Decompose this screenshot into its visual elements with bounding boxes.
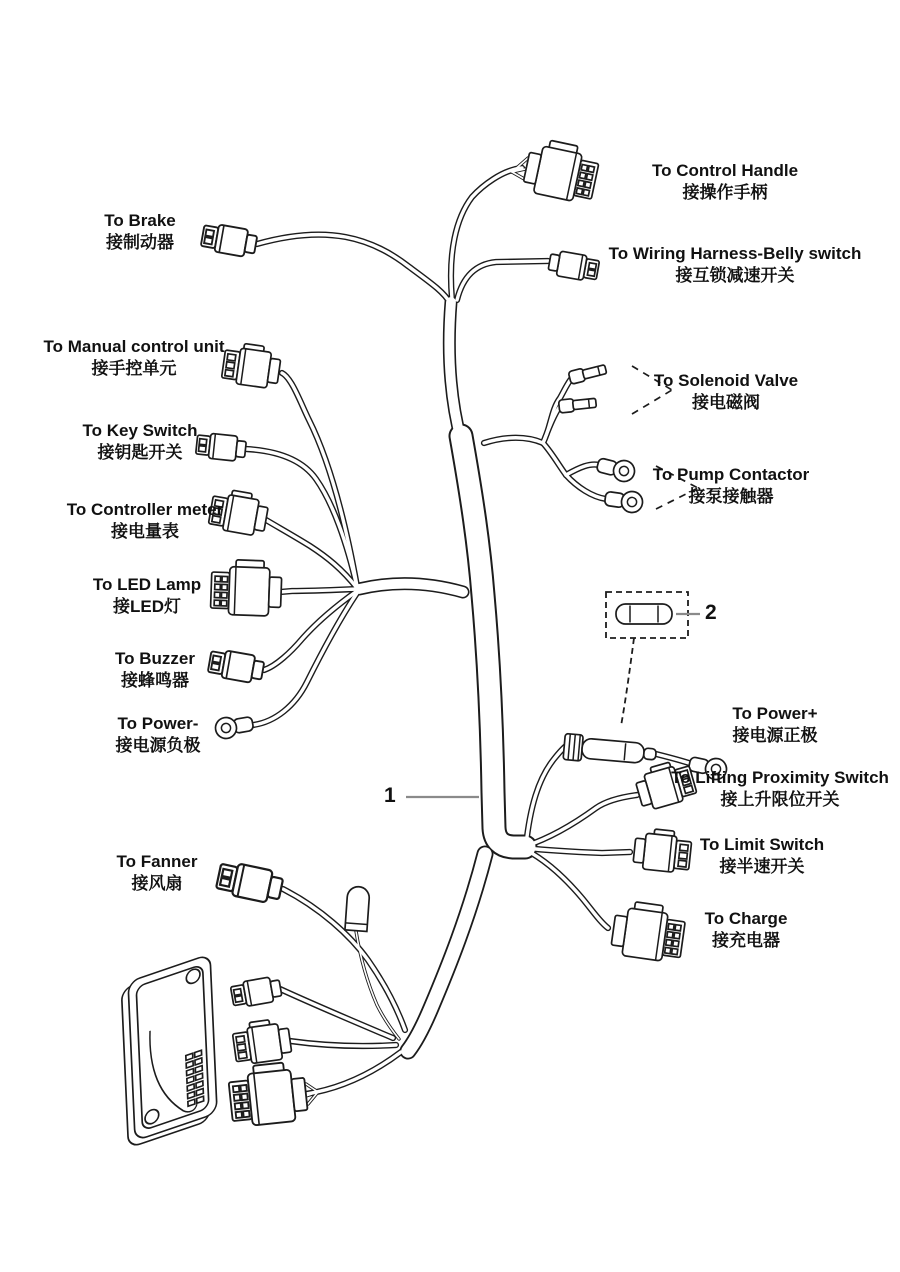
label-manual-control-zh: 接手控单元 xyxy=(91,359,177,379)
controller-unit-icon xyxy=(121,954,217,1148)
label-power-minus xyxy=(116,713,201,758)
power-minus-ring-terminal-icon xyxy=(214,713,255,740)
label-controller-meter-zh: 接电量表 xyxy=(110,522,179,542)
label-key-switch-zh: 接钥匙开关 xyxy=(97,443,183,463)
key-switch-connector-icon xyxy=(195,432,246,462)
controller-small-connector-icon xyxy=(230,975,283,1008)
label-pump-contactor-en: To Pump Contactor xyxy=(652,465,810,484)
label-belly-switch xyxy=(609,243,862,288)
wire-pump-lower xyxy=(566,475,606,499)
label-power-minus-zh: 接电源负极 xyxy=(115,736,201,756)
wire-belly-switch xyxy=(457,261,548,300)
label-charge xyxy=(705,908,788,953)
label-controller-meter xyxy=(67,499,223,544)
label-fanner-zh: 接风扇 xyxy=(131,874,183,894)
callout-2: 2 xyxy=(705,601,717,624)
label-buzzer-en: To Buzzer xyxy=(115,649,195,668)
wire-bottom-large xyxy=(306,1052,401,1094)
wire-brake xyxy=(257,235,450,303)
label-power-plus-en: To Power+ xyxy=(732,704,818,723)
label-pump-contactor xyxy=(653,464,809,509)
pump-ring-terminal-2-icon xyxy=(604,488,644,514)
label-belly-switch-en: To Wiring Harness-Belly switch xyxy=(608,244,862,263)
label-charge-zh: 接充电器 xyxy=(712,931,780,951)
label-belly-switch-zh: 接互锁减速开关 xyxy=(675,266,795,286)
label-control-handle xyxy=(652,160,798,205)
harness-wires xyxy=(246,158,692,1104)
controller-medium-connector-icon xyxy=(231,1017,292,1065)
harness-parts xyxy=(121,137,728,1148)
pump-ring-terminal-1-icon xyxy=(595,454,636,483)
label-pump-contactor-zh: 接泵接触器 xyxy=(688,487,774,507)
fuse-icon xyxy=(616,604,672,624)
label-power-plus-zh: 接电源正极 xyxy=(732,726,818,746)
label-led-lamp-en: To LED Lamp xyxy=(92,575,202,594)
label-solenoid-valve-zh: 接电磁阀 xyxy=(692,393,760,413)
controller-large-connector-icon xyxy=(227,1061,308,1128)
manual-control-connector-icon xyxy=(221,341,282,389)
label-charge-en: To Charge xyxy=(704,909,788,928)
charge-connector-icon xyxy=(610,899,687,963)
wire-control-handle xyxy=(451,168,522,299)
label-limit-switch xyxy=(700,834,824,879)
solenoid-spade-terminal-2-icon xyxy=(558,396,596,413)
label-led-lamp-zh: 接LED灯 xyxy=(112,597,181,617)
label-brake-zh: 接制动器 xyxy=(106,233,174,253)
belly-switch-connector-icon xyxy=(547,249,600,282)
buzzer-connector-icon xyxy=(207,648,265,684)
solenoid-spade-terminal-1-icon xyxy=(568,363,607,385)
fanner-connector-icon xyxy=(215,860,284,905)
label-fanner-en: To Fanner xyxy=(116,852,198,871)
label-lifting-proximity xyxy=(671,767,889,812)
label-fanner xyxy=(117,851,198,896)
bullet-cap-icon xyxy=(345,886,370,931)
label-manual-control-en: To Manual control unit xyxy=(43,337,225,356)
label-control-handle-zh: 接操作手柄 xyxy=(682,183,768,203)
control-handle-connector-icon xyxy=(522,137,602,205)
led-lamp-connector-icon xyxy=(210,559,282,616)
limit-switch-connector-icon xyxy=(633,827,693,874)
label-power-minus-en: To Power- xyxy=(117,714,199,733)
label-controller-meter-en: To Controller meter xyxy=(66,500,224,519)
label-key-switch xyxy=(83,420,198,465)
annotation-dashes xyxy=(606,366,698,726)
label-brake xyxy=(104,210,176,255)
label-buzzer xyxy=(115,648,195,693)
label-lifting-proximity-zh: 接上升限位开关 xyxy=(720,790,840,810)
fuse-leader-line xyxy=(621,638,634,726)
fuse-holder-icon xyxy=(563,734,657,768)
label-limit-switch-zh: 接半速开关 xyxy=(719,857,805,877)
callout-1: 1 xyxy=(384,784,396,807)
label-manual-control xyxy=(44,336,225,381)
label-key-switch-en: To Key Switch xyxy=(82,421,198,440)
brake-connector-icon xyxy=(200,222,258,258)
label-limit-switch-en: To Limit Switch xyxy=(699,835,825,854)
label-led-lamp xyxy=(93,574,201,619)
wire-fanner xyxy=(283,889,405,1030)
label-power-plus xyxy=(732,703,817,748)
label-solenoid-valve xyxy=(654,370,798,415)
label-control-handle-en: To Control Handle xyxy=(651,161,799,180)
label-lifting-proximity-en: To Lifting Proximity Switch xyxy=(671,768,889,787)
label-solenoid-valve-en: To Solenoid Valve xyxy=(653,371,799,390)
label-brake-en: To Brake xyxy=(104,211,176,230)
label-buzzer-zh: 接蜂鸣器 xyxy=(121,671,189,691)
